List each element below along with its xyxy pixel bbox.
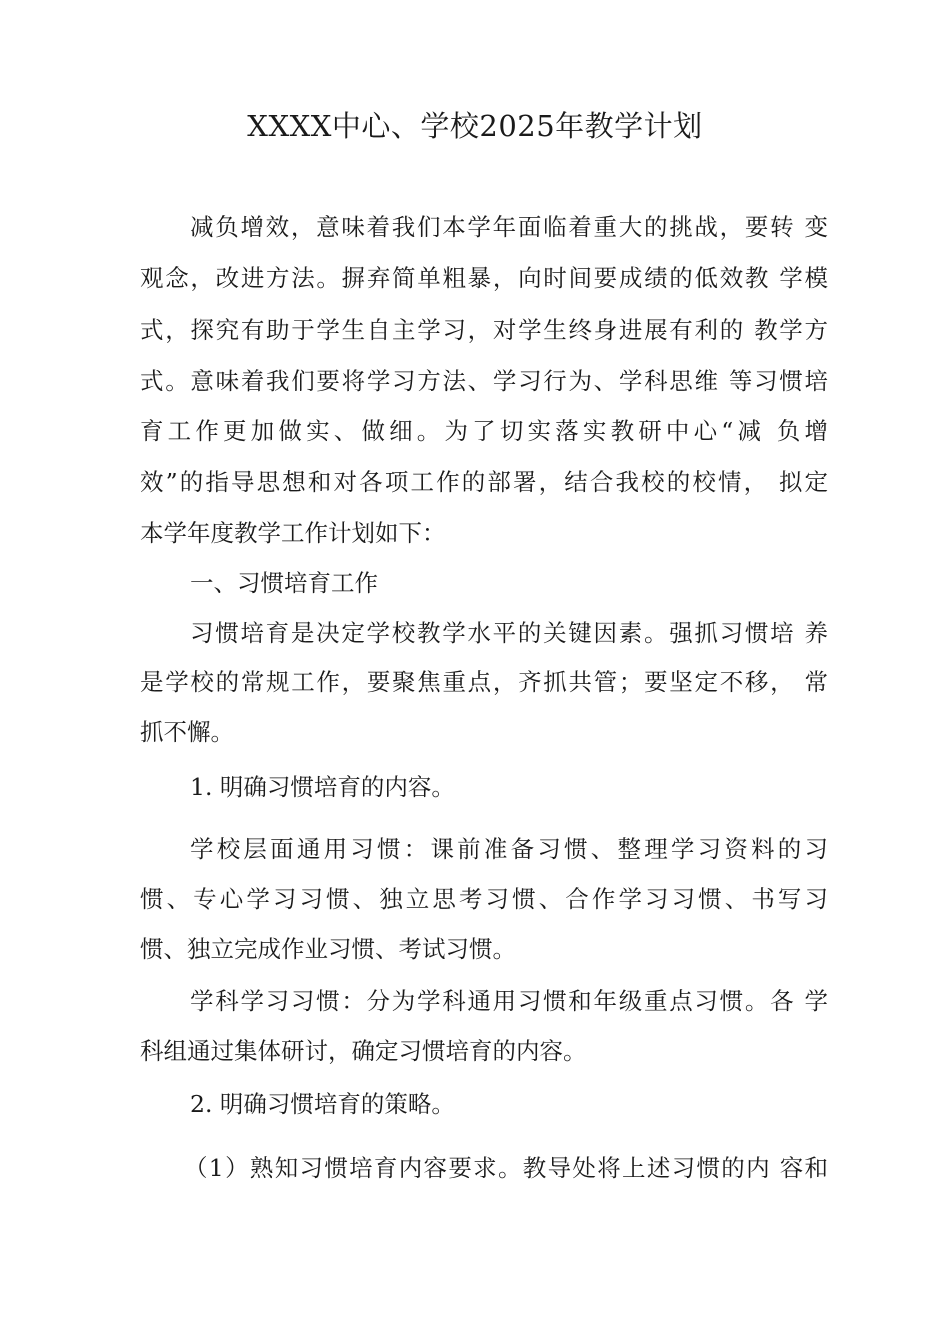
paragraph-line: 观念，改进方法。摒弃简单粗暴，向时间要成绩的低效教 学模 — [140, 264, 828, 292]
paragraph-line: 抓不懈。 — [140, 718, 234, 746]
paragraph-line: 减负增效，意味着我们本学年面临着重大的挑战，要转 变 — [190, 213, 828, 241]
paragraph-line: 科组通过集体研讨，确定习惯培育的内容。 — [140, 1037, 587, 1065]
paragraph-line: 是学校的常规工作，要聚焦重点，齐抓共管；要坚定不移， 常 — [140, 668, 828, 696]
paragraph-line: 本学年度教学工作计划如下： — [140, 519, 446, 547]
paragraph-line: 习惯培育是决定学校教学水平的关键因素。强抓习惯培 养 — [190, 619, 828, 647]
paragraph-line: 式。意味着我们要将学习方法、学习行为、学科思维 等习惯培 — [140, 367, 828, 395]
section-heading: 一、习惯培育工作 — [190, 569, 378, 597]
paragraph-line: 学科学习习惯：分为学科通用习惯和年级重点习惯。各 学 — [190, 987, 828, 1015]
paragraph-line: 惯、专心学习习惯、独立思考习惯、合作学习习惯、书写习 — [140, 885, 828, 913]
subheading: 2. 明确习惯培育的策略。 — [190, 1090, 455, 1118]
document-title: XXXX中心、学校2025年教学计划 — [247, 109, 703, 143]
paragraph-line: 惯、独立完成作业习惯、考试习惯。 — [140, 935, 516, 963]
paragraph-line: 效”的指导思想和对各项工作的部署，结合我校的校情， 拟定 — [140, 468, 828, 496]
paragraph-line: 式，探究有助于学生自主学习，对学生终身进展有利的 教学方 — [140, 316, 828, 344]
paragraph-line: （1）熟知习惯培育内容要求。教导处将上述习惯的内 容和 — [184, 1154, 828, 1182]
paragraph-line: 学校层面通用习惯：课前准备习惯、整理学习资料的习 — [190, 835, 828, 863]
subheading: 1. 明确习惯培育的内容。 — [190, 773, 455, 801]
paragraph-line: 育工作更加做实、做细。为了切实落实教研中心“减 负增 — [140, 417, 828, 445]
